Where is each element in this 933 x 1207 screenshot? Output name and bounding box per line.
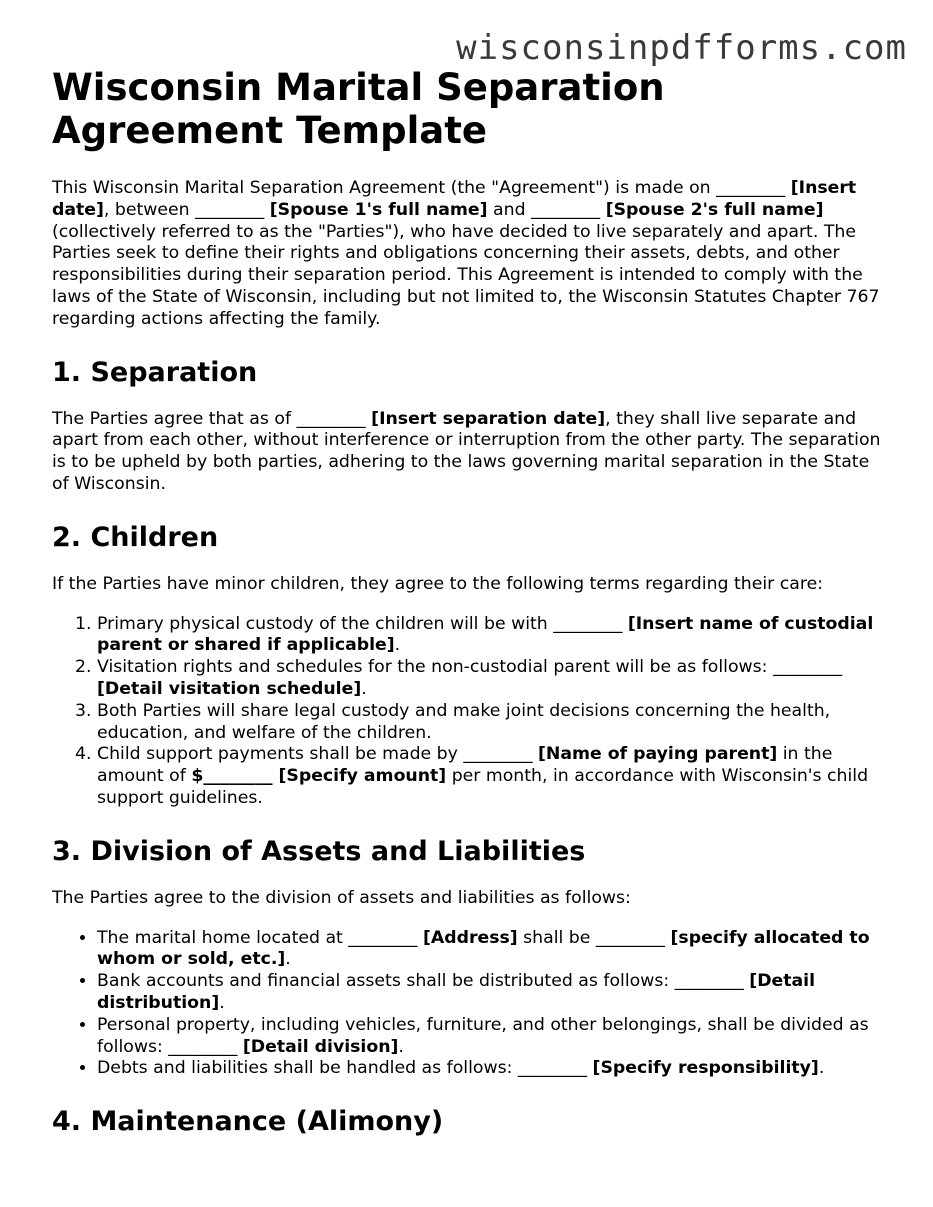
children-lead: If the Parties have minor children, they agree to the following terms regarding their care:	[52, 573, 824, 594]
section-heading-maintenance: 4. Maintenance (Alimony)	[52, 1106, 444, 1138]
section-heading-separation: 1. Separation	[52, 356, 258, 388]
assets-lead: The Parties agree to the division of assets and liabilities as follows:	[52, 887, 631, 908]
list-item: 1. Primary physical custody of the children will be with ________ [Insert name of custodial parent or shared if applicable].	[97, 614, 888, 658]
list-item: • Personal property, including vehicles, furniture, and other belongings, shall be divided as follows: ________ [Detail division].	[97, 1015, 888, 1059]
list-item: 4. Child support payments shall be made by ________ [Name of paying parent] in the amount of $________ [Specify amount] per month, in accordance with Wisconsin's child support guidelines.	[97, 744, 888, 809]
list-item: 3. Both Parties will share legal custody and make joint decisions concerning the health, education, and welfare of the children.	[97, 701, 888, 745]
document-page	[52, 66, 888, 1158]
document-title: Wisconsin Marital Separation Agreement Template	[52, 66, 665, 152]
intro-paragraph: This Wisconsin Marital Separation Agreement (the "Agreement") is made on ________ [Insert date], between ________ [Spouse 1's full name] and ________ [Spouse 2's full name] (collectively referred to as the "Parties"), who have decided to live separately and apart. The Parties seek to define their rights and obligations concerning their assets, debts, and other responsibilities during their separation period. This Agreement is intended to comply with the laws of the State of Wisconsin, including but not limited to, the Wisconsin Statutes Chapter 767 regarding actions affecting the family.	[52, 178, 880, 329]
placeholder-spouse-2: [Spouse 2's full name]	[605, 199, 824, 220]
placeholder-spouse-1: [Spouse 1's full name]	[269, 199, 488, 220]
assets-list	[52, 928, 888, 1081]
list-item: 2. Visitation rights and schedules for the non-custodial parent will be as follows: ________ [Detail visitation schedule].	[97, 657, 888, 701]
list-item: • The marital home located at ________ [Address] shall be ________ [specify allocated to whom or sold, etc.].	[97, 928, 888, 972]
site-watermark: wisconsinpdfforms.com	[456, 28, 907, 68]
section-heading-assets: 3. Division of Assets and Liabilities	[52, 835, 586, 867]
placeholder-date: [Insert date]	[52, 178, 857, 220]
placeholder-separation-date: [Insert separation date]	[371, 408, 606, 429]
children-terms-list	[52, 614, 888, 810]
list-item: • Bank accounts and financial assets shall be distributed as follows: ________ [Detail distribution].	[97, 971, 888, 1015]
section-heading-children: 2. Children	[52, 521, 219, 553]
list-item: • Debts and liabilities shall be handled as follows: ________ [Specify responsibility].	[97, 1058, 888, 1080]
separation-paragraph: The Parties agree that as of ________ [Insert separation date], they shall live separate and apart from each other, without interference or interruption from the other party. The separation is to be upheld by both parties, adhering to the laws governing marital separation in the State of Wisconsin.	[52, 408, 881, 494]
